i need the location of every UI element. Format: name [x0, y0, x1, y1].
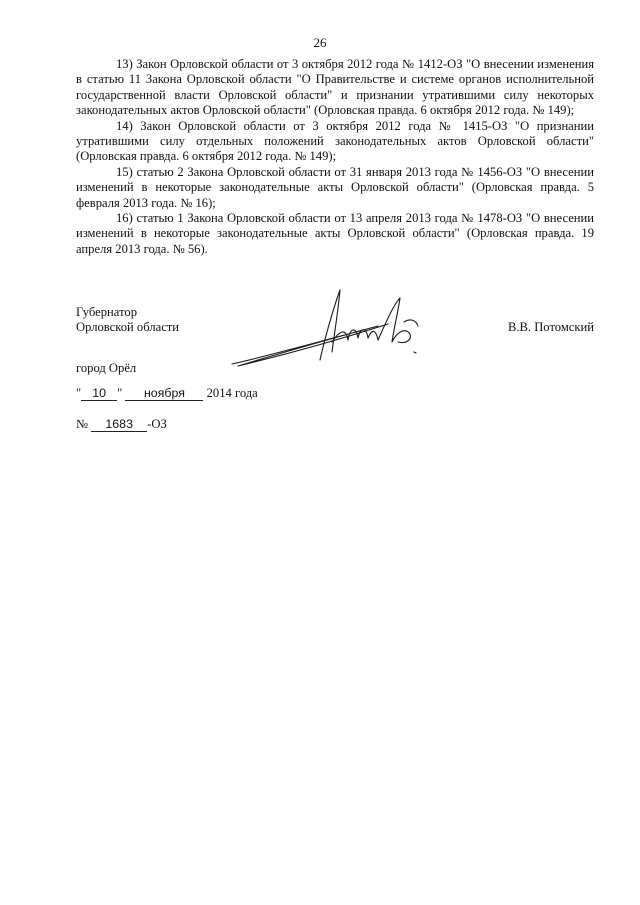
list-item: 16) статью 1 Закона Орловской области от 13 апреля 2013 года № 1478-ОЗ "О внесении изменений в некоторые законодательные акты Орловской области" (Орловская правда. 19 апреля 2013 года. № 56).	[76, 211, 594, 256]
date-month: ноября	[125, 387, 203, 401]
law-number	[76, 417, 167, 432]
date-day: 10	[81, 387, 117, 401]
page-number: 26	[313, 35, 327, 50]
handwritten-signature	[228, 282, 438, 382]
city-label: город Орёл	[76, 361, 137, 375]
document-date	[76, 386, 258, 401]
document-body	[76, 57, 594, 257]
quote-mark: "	[117, 386, 123, 400]
signatory-title	[76, 305, 179, 336]
list-item: 14) Закон Орловской области от 3 октября 2012 года № 1415-ОЗ "О признании утратившими силу отдельных положений законодательных актов Орловской области" (Орловская правда. 6 октября 2012 года. № 149);	[76, 118, 594, 164]
signatory-title-line: Орловской области	[76, 320, 180, 335]
signatory-name: В.В. Потомский	[507, 320, 594, 334]
list-item: 15) статью 2 Закона Орловской области от 31 января 2013 года № 1456-ОЗ "О внесении изменений в некоторые законодательные акты Орловской области" (Орловская правда. 5 февраля 2013 года. № 16);	[76, 164, 594, 210]
list-item: 13) Закон Орловской области от 3 октября 2012 года № 1412-ОЗ "О внесении изменения в статью 11 Закона Орловской области "О Правительстве и системе органов исполнительной государственной власти Орловской области" и признании утратившими силу некоторых законодательных актов Орловской области" (Орловская правда. 6 октября 2012 года. № 149);	[76, 57, 594, 118]
signatory-title-line: Губернатор	[76, 305, 137, 319]
law-number-suffix: -ОЗ	[147, 417, 167, 431]
date-year: 2014 года	[206, 386, 258, 400]
quote-mark: "	[76, 386, 82, 400]
number-sign: №	[76, 417, 89, 431]
law-number-value: 1683	[91, 418, 147, 432]
